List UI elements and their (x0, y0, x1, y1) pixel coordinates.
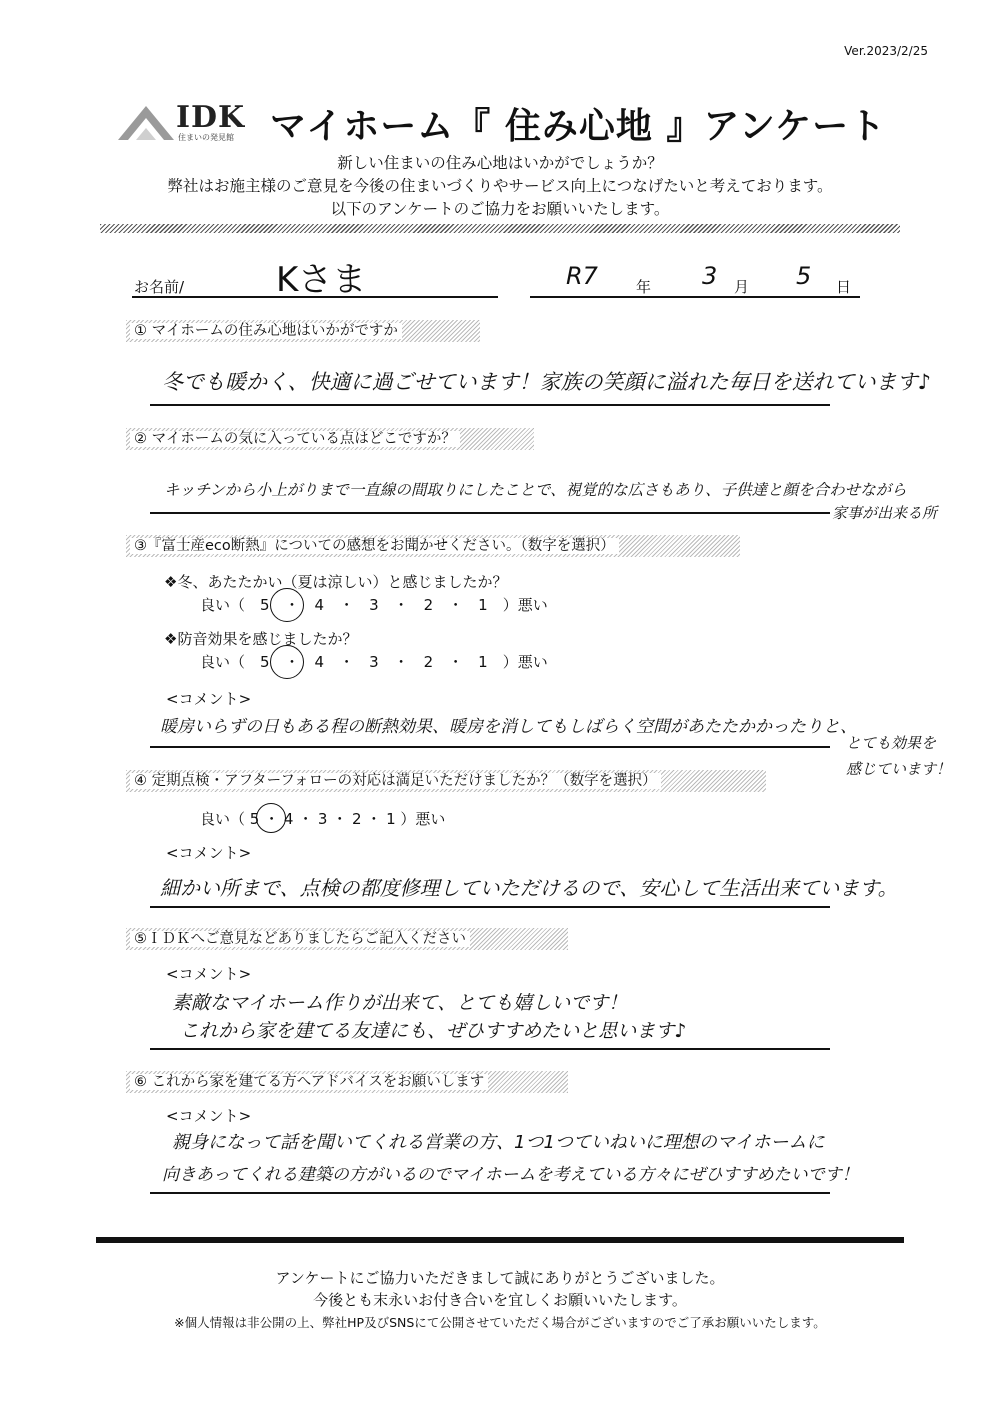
month-value: 3 (702, 262, 718, 290)
section-3-question-2: ❖防音効果を感じましたか？ (164, 630, 358, 648)
closing-line: アンケートにご協力いただきまして誠にありがとうございました。 (275, 1269, 725, 1287)
section-5-heading: ⑤ＩＤＫへご意見などありましたらご記入ください (126, 928, 568, 950)
section-2-heading: ② マイホームの気に入っている点はどこですか？ (126, 428, 534, 450)
intro-line: 弊社はお施主様のご意見を今後の住まいづくりやサービス向上につなげたいと考えております。 (167, 177, 833, 195)
section-1-answer: 冬でも暖かく、快適に過ごせています！家族の笑顔に溢れた毎日を送れています♪ (162, 370, 931, 394)
answer-line (150, 512, 830, 514)
section-2-answer-cont: 家事が出来る所 (832, 504, 938, 522)
section-6-comment-cont: 向きあってくれる建築の方がいるのでマイホームを考えている方々にぜひすすめたいです！ (162, 1165, 859, 1185)
section-3-comment: 暖房いらずの日もある程の断熱効果、暖房を消してもしばらく空間があたたかかったりと、 (160, 717, 857, 737)
section-1-heading: ① マイホームの住み心地はいかがですか (126, 320, 480, 342)
logo-tagline: 住まいの発見館 (178, 133, 234, 142)
selected-rating-circle (270, 645, 304, 679)
selected-rating-circle (256, 803, 286, 833)
section-3-comment-cont: 感じています！ (846, 760, 952, 778)
answer-line (150, 1192, 830, 1194)
closing-line: 今後とも末永いお付き合いを宜しくお願いいたします。 (313, 1291, 687, 1309)
logo-brand: IDK (176, 100, 246, 135)
section-6-comment: 親身になって話を聞いてくれる営業の方、1つ1つていねいに理想のマイホームに (172, 1132, 825, 1153)
section-3-comment-cont: とても効果を (846, 734, 937, 752)
name-value: Kさま (276, 260, 367, 300)
section-2-answer: キッチンから小上がりまで一直線の間取りにしたことで、視覚的な広さもあり、子供達と顔を合わせながら (164, 481, 907, 499)
era-value: R7 (566, 262, 598, 290)
section-5-comment-cont: これから家を建てる友達にも、ぜひすすめたいと思います♪ (180, 1020, 687, 1042)
section-6-heading: ⑥ これから家を建てる方へアドバイスをお願いします (126, 1071, 568, 1093)
answer-line (150, 1048, 830, 1050)
intro-text (0, 152, 1000, 221)
year-label: 年 (636, 278, 652, 296)
selected-rating-circle (270, 588, 304, 622)
section-5-comment: 素敵なマイホーム作りが出来て、とても嬉しいです！ (172, 992, 628, 1014)
privacy-notice: ※個人情報は非公開の上、弊社HP及びSNSにて公開させていただく場合がございますのでご了承お願いいたします。 (174, 1315, 826, 1330)
logo-roof-icon (118, 102, 174, 142)
section-3-scale-2: 良い（ 5 ・ 4 ・ 3 ・ 2 ・ 1 ）悪い (200, 653, 548, 671)
section-3-comment-label: <コメント> (166, 690, 252, 708)
section-4-scale: 良い（ 5 ・ 4 ・ 3 ・ 2 ・ 1 ）悪い (200, 810, 446, 828)
intro-line: 新しい住まいの住み心地はいかがでしょうか？ (337, 154, 663, 172)
month-label: 月 (734, 278, 750, 296)
section-6-comment-label: <コメント> (166, 1107, 252, 1125)
day-label: 日 (836, 278, 852, 296)
closing-message (0, 1267, 1000, 1311)
footer-divider (96, 1237, 904, 1243)
section-4-comment-label: <コメント> (166, 844, 252, 862)
answer-line (150, 404, 830, 406)
section-4-heading: ④ 定期点検・アフターフォローの対応は満足いただけましたか？（数字を選択） (126, 770, 766, 792)
section-5-comment-label: <コメント> (166, 965, 252, 983)
brand-logo (118, 102, 258, 142)
section-3-question-1: ❖冬、あたたかい（夏は涼しい）と感じましたか？ (164, 573, 508, 591)
intro-line: 以下のアンケートのご協力をお願いいたします。 (330, 200, 670, 218)
section-4-comment: 細かい所まで、点検の都度修理していただけるので、安心して生活出来ています。 (160, 876, 898, 900)
page-title: マイホーム『 住み心地 』アンケート (270, 106, 887, 147)
section-3-scale-1: 良い（ 5 ・ 4 ・ 3 ・ 2 ・ 1 ）悪い (200, 596, 548, 614)
answer-line (150, 746, 830, 748)
header-divider (100, 224, 900, 233)
day-value: 5 (796, 262, 812, 290)
section-3-heading: ③『富士産eco断熱』についての感想をお聞かせください。（数字を選択） (126, 535, 740, 557)
version-label: Ver.2023/2/25 (844, 44, 928, 58)
name-label: お名前/ (134, 278, 185, 296)
answer-line (150, 906, 830, 908)
